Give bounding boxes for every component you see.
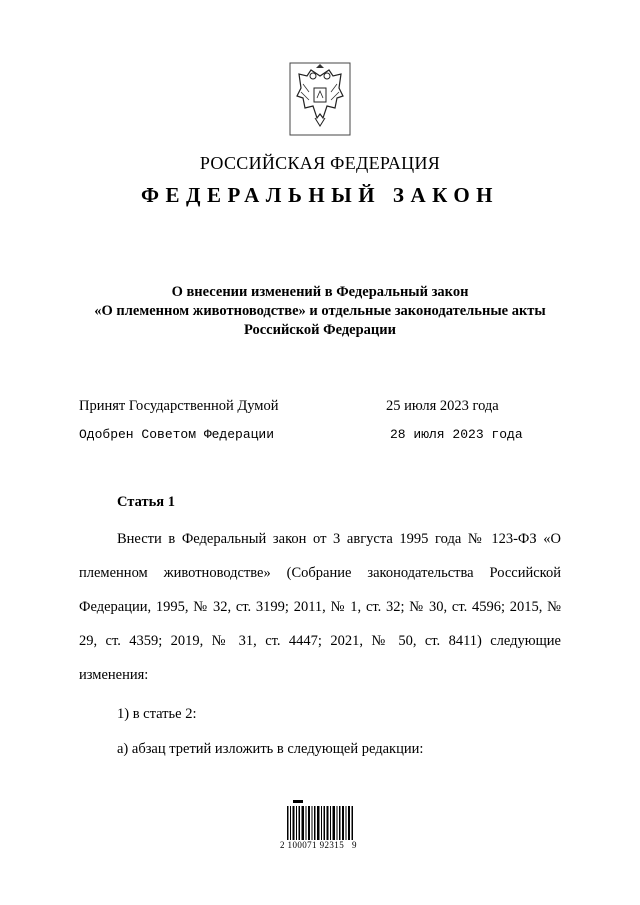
barcode-number: 2 100071 92315 9 — [280, 840, 357, 850]
article-paragraph: Внести в Федеральный закон от 3 августа 1995 года № 123-ФЗ «О племенном животноводстве» (Собрание законодательства Российской Федерации, 1995, № 32, ст. 3199; 2011, № 1, ст. 32; № 30, ст. 4596; 2015, № 29, ст. 4359; 2019, № 31, ст. 4447; 2021, № 50, ст. 8411) следующие изменения: — [79, 531, 561, 683]
list-item: 1) в статье 2: — [117, 706, 197, 722]
adopted-by-duma-label: Принят Государственной Думой — [79, 398, 279, 414]
approved-date: 28 июля 2023 года — [390, 427, 523, 442]
law-title — [60, 283, 580, 340]
law-title-line: Российской Федерации — [243, 322, 396, 338]
country-name: РОССИЙСКАЯ ФЕДЕРАЦИЯ — [199, 153, 441, 173]
adopted-date: 25 июля 2023 года — [386, 398, 499, 414]
article-heading: Статья 1 — [117, 494, 175, 510]
coat-of-arms-emblem — [289, 62, 351, 136]
law-title-line: О внесении изменений в Федеральный закон — [171, 284, 469, 300]
barcode-image — [287, 800, 354, 840]
law-type-heading: ФЕДЕРАЛЬНЫЙ ЗАКОН — [141, 183, 499, 207]
law-title-line: «О племенном животноводстве» и отдельные законодательные акты — [94, 303, 546, 319]
list-item: а) абзац третий изложить в следующей редакции: — [117, 741, 424, 757]
approved-by-council-label: Одобрен Советом Федерации — [79, 427, 275, 442]
